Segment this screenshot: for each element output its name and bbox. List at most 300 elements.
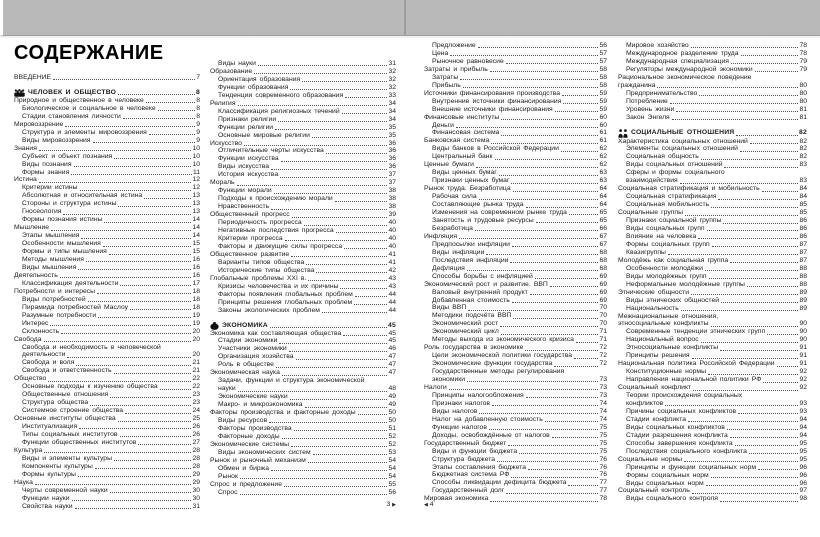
- dot-leader: [274, 193, 388, 194]
- toc-page-number: 12: [192, 176, 200, 184]
- toc-entry: [424, 495, 607, 503]
- toc-entry: [210, 84, 396, 92]
- toc-entry-label: Черты современной науки: [22, 486, 108, 494]
- toc-entry: [210, 361, 396, 369]
- toc-entry-label: Функции общественных институтов: [22, 438, 137, 446]
- toc-entry: [210, 60, 396, 68]
- dot-leader: [90, 405, 191, 406]
- toc-entry: [14, 320, 200, 328]
- toc-entry: [14, 200, 200, 208]
- toc-page-number: 75: [599, 439, 607, 447]
- toc-entry-label: Причины социальных конфликтов: [626, 407, 737, 415]
- toc-entry-label: Роль государства в экономике: [424, 344, 524, 352]
- dot-leader: [51, 230, 191, 231]
- toc-entry: [618, 58, 807, 66]
- toc-entry-label: Принципы решения глобальных проблем: [218, 298, 353, 306]
- toc-entry-label: Спрос: [218, 488, 238, 496]
- toc-entry-label: Религия: [210, 99, 236, 107]
- toc-entry: [424, 336, 607, 344]
- toc-entry-label: Участники экономики: [218, 345, 287, 353]
- toc-page-number: 9: [196, 128, 200, 136]
- dot-leader: [336, 232, 388, 233]
- toc-entry: [210, 219, 396, 227]
- dot-leader: [39, 182, 192, 183]
- dot-leader: [705, 270, 799, 271]
- toc-entry: [424, 42, 607, 50]
- toc-page-number: 47: [388, 353, 396, 361]
- dot-leader: [486, 254, 598, 255]
- toc-entry: [424, 265, 607, 273]
- toc-entry: [210, 401, 396, 409]
- toc-entry-label: Деньги: [432, 121, 454, 129]
- toc-page-number: 91: [799, 344, 807, 352]
- toc-entry-label: Предпринимательство: [626, 89, 698, 97]
- toc-entry-label: Принципы налогообложения: [432, 391, 524, 399]
- toc-entry: [14, 479, 200, 487]
- toc-entry-label: Субъект и объект познания: [22, 152, 113, 160]
- toc-entry-label: Социальный конфликт: [618, 384, 692, 392]
- toc-entry-label: Методы выхода из экономического кризиса: [432, 336, 574, 344]
- dot-leader: [292, 217, 388, 218]
- toc-entry: [618, 209, 807, 217]
- toc-entry: [14, 121, 200, 129]
- toc-page-number: 61: [599, 129, 607, 137]
- dot-leader: [74, 166, 192, 167]
- toc-entry-label: Особенности мышления: [22, 240, 101, 248]
- toc-entry: [14, 161, 200, 169]
- toc-entry-label: Биологическое и социальное в человеке: [22, 104, 156, 112]
- toc-page-number: 71: [599, 328, 607, 336]
- toc-entry-label: Методы мышления: [22, 256, 84, 264]
- toc-entry: [618, 98, 807, 106]
- toc-entry: [210, 275, 396, 283]
- dot-leader: [550, 286, 599, 287]
- toc-page-number: 15: [192, 240, 200, 248]
- dot-leader: [44, 452, 191, 453]
- toc-entry-label: Экономика как составляющая общества: [210, 329, 342, 337]
- toc-page-number: 84: [799, 193, 807, 201]
- dot-leader: [500, 326, 598, 327]
- toc-page-number: 73: [599, 383, 607, 391]
- toc-entry: [424, 312, 607, 320]
- toc-page-number: 35: [388, 131, 396, 139]
- toc-page-number: 40: [388, 234, 396, 242]
- toc-entry-label: Виды познания: [22, 160, 72, 168]
- toc-entry: [14, 423, 200, 431]
- toc-entry-label: Негативные последствия прогресса: [218, 227, 334, 235]
- toc-entry-label: Виды ВВП: [432, 304, 467, 312]
- toc-page-number: 8: [196, 96, 200, 104]
- toc-page-number: 23: [192, 391, 200, 399]
- dot-leader: [723, 223, 798, 224]
- toc-page-number: 28: [192, 462, 200, 470]
- toc-entry: [210, 433, 396, 441]
- toc-entry-label: Рыночное равновесие: [432, 57, 504, 65]
- toc-entry: [618, 384, 807, 392]
- dot-leader: [284, 486, 387, 487]
- dot-leader: [526, 397, 599, 398]
- toc-page-number: 30: [192, 494, 200, 502]
- dot-leader: [254, 73, 387, 74]
- toc-page-number: 60: [599, 113, 607, 121]
- toc-page-number: 93: [799, 399, 807, 407]
- dot-leader: [76, 365, 191, 366]
- toc-page-number: 67: [599, 240, 607, 248]
- toc-entry-label: Теории происхождения социальных: [626, 392, 743, 400]
- toc-entry-label: Налог на добавленную стоимость: [432, 415, 543, 423]
- toc-entry: [618, 480, 807, 488]
- toc-entry-label: Факторы и движущие силы прогресса: [218, 242, 343, 250]
- dot-leader: [475, 230, 599, 231]
- toc-entry: [424, 114, 607, 122]
- dot-leader: [552, 437, 599, 438]
- toc-page-number: 21: [192, 367, 200, 375]
- toc-page-number: 76: [599, 463, 607, 471]
- toc-entry: [14, 145, 200, 153]
- toc-page-number: 86: [799, 225, 807, 233]
- dot-leader: [110, 492, 192, 493]
- dot-leader: [668, 254, 798, 255]
- toc-entry: [424, 408, 607, 416]
- toc-entry: [14, 447, 200, 455]
- toc-entry-label: Искусство: [210, 139, 242, 147]
- toc-entry: [618, 50, 807, 58]
- toc-entry-label: Уровень жизни: [626, 105, 675, 113]
- toc-entry: [618, 185, 807, 193]
- dot-leader: [312, 137, 388, 138]
- toc-entry-label: Национальность: [626, 304, 679, 312]
- dot-leader: [712, 246, 799, 247]
- toc-entry: [210, 425, 396, 433]
- toc-entry-label: Институализация: [22, 423, 78, 431]
- toc-entry-label: Стадии экономики: [218, 337, 278, 345]
- page-number-value: 3: [386, 501, 391, 508]
- toc-page-number: 73: [599, 376, 607, 384]
- dot-leader: [718, 199, 798, 200]
- toc-entry-label: Наука: [14, 478, 33, 486]
- toc-entry-label: Особенности молодёжи: [626, 264, 703, 272]
- toc-entry-label: Экономический цикл: [432, 328, 499, 336]
- toc-page-number: 95: [799, 439, 807, 447]
- toc-page-number: 21: [192, 359, 200, 367]
- toc-entry: [14, 328, 200, 336]
- toc-entry-label: Виды социального контроля: [626, 495, 718, 503]
- toc-page-number: 30: [192, 486, 200, 494]
- toc-page-number: 87: [799, 256, 807, 264]
- toc-entry-label: Национальная политика Российской Федерации: [618, 360, 775, 368]
- toc-entry-label: Последствия социального конфликта: [626, 447, 747, 455]
- toc-entry: [424, 273, 607, 281]
- dot-leader: [574, 358, 598, 359]
- toc-page-number: 66: [599, 224, 607, 232]
- toc-entry: [14, 367, 200, 375]
- toc-entry-label: Формы и типы мышления: [22, 248, 107, 256]
- toc-page-number: 39: [388, 211, 396, 219]
- toc-entry: [424, 106, 607, 114]
- dot-leader: [118, 206, 191, 207]
- toc-entry-label: Подходы к происхождению морали: [218, 195, 333, 203]
- toc-page-number: 52: [388, 432, 396, 440]
- dot-leader: [290, 399, 388, 400]
- dot-leader: [79, 428, 191, 429]
- toc-page-number: 46: [388, 345, 396, 353]
- toc-entry: [424, 432, 607, 440]
- toc-entry: [424, 352, 607, 360]
- toc-entry-label: Законы экологических проблем: [218, 306, 320, 314]
- toc-entry-label: Принципы решения: [626, 352, 690, 360]
- toc-entry: [618, 472, 807, 480]
- toc-entry: [424, 225, 607, 233]
- toc-entry-label: Виды социальных групп: [626, 225, 705, 233]
- toc-page-number: 34: [388, 99, 396, 107]
- toc-entry-label: Виды этнических общностей: [626, 296, 720, 304]
- toc-entry: [424, 320, 607, 328]
- dot-leader: [491, 143, 598, 144]
- toc-entry: [14, 399, 200, 407]
- toc-entry: [210, 409, 396, 417]
- dot-leader: [569, 214, 599, 215]
- dot-leader: [282, 375, 388, 376]
- toc-entry: [210, 473, 396, 481]
- toc-entry: [14, 74, 200, 82]
- toc-entry: [210, 155, 396, 163]
- dot-leader: [63, 214, 191, 215]
- toc-entry: [618, 201, 807, 209]
- dot-leader: [672, 119, 799, 120]
- toc-entry: [424, 82, 607, 90]
- dot-leader: [308, 462, 388, 463]
- toc-entry: [14, 129, 200, 137]
- toc-page-number: 92: [799, 376, 807, 384]
- toc-entry-label: Молодёжь как социальная группа: [618, 256, 729, 264]
- toc-entry-label: деятельности: [22, 351, 66, 359]
- toc-page-number: 85: [799, 209, 807, 217]
- toc-entry: [424, 376, 607, 384]
- toc-page-number: 51: [388, 424, 396, 432]
- toc-entry: [618, 169, 807, 177]
- toc-page-number: 26: [192, 430, 200, 438]
- toc-page-number: 13: [192, 192, 200, 200]
- dot-leader: [495, 159, 599, 160]
- toc-entry: [618, 495, 807, 503]
- next-page-arrow-icon: ▶: [392, 501, 396, 508]
- toc-entry: [424, 424, 607, 432]
- toc-page-number: 18: [192, 295, 200, 303]
- toc-entry-label: Виды экономических систем: [218, 448, 311, 456]
- toc-entry: [424, 384, 607, 392]
- dot-leader: [657, 87, 798, 88]
- toc-entry-label: Классификация религиозных течений: [218, 107, 340, 115]
- toc-page-number: 89: [799, 304, 807, 312]
- dot-leader: [554, 366, 598, 367]
- toc-entry-label: Свобода и воля: [22, 359, 75, 367]
- dot-leader: [512, 246, 598, 247]
- toc-entry-label: Изменения на современном рынке труда: [432, 209, 567, 217]
- toc-entry-label: Ценные бумаги: [424, 161, 474, 169]
- toc-entry-label: Этнические общности: [618, 288, 690, 296]
- toc-page-number: 90: [799, 336, 807, 344]
- toc-entry-label: Банковская система: [424, 137, 490, 145]
- toc-entry-label: Потребление: [626, 97, 668, 105]
- dot-leader: [513, 191, 599, 192]
- dot-leader: [238, 391, 388, 392]
- toc-entry-label: Виды налогов: [432, 407, 478, 415]
- toc-page-number: 16: [192, 256, 200, 264]
- toc-entry: [14, 375, 200, 383]
- toc-entry-label: Виды искусства: [218, 163, 270, 171]
- dot-leader: [708, 374, 798, 375]
- toc-page-number: 9: [196, 136, 200, 144]
- dot-leader: [81, 238, 191, 239]
- toc-entry: [210, 345, 396, 353]
- dot-leader: [724, 167, 798, 168]
- toc-page-number: 33: [388, 91, 396, 99]
- dot-leader: [489, 429, 598, 430]
- toc-page-number: 8: [196, 112, 200, 120]
- toc-entry: [14, 176, 200, 184]
- toc-entry: [210, 291, 396, 299]
- toc-page-number: 36: [388, 139, 396, 147]
- dot-leader: [450, 55, 598, 56]
- toc-entry: [424, 487, 607, 495]
- toc-page-number: 83: [799, 161, 807, 169]
- toc-entry: [210, 385, 396, 393]
- toc-column-3: [424, 42, 607, 503]
- toc-page-number: 57: [599, 49, 607, 57]
- toc-entry: [424, 368, 607, 376]
- toc-entry: [14, 463, 200, 471]
- toc-entry-label: Основные подходы к изучению общества: [22, 383, 158, 391]
- toc-entry-label: Признаки социальной группы: [626, 217, 722, 225]
- page-number-value: 4: [429, 501, 434, 508]
- dot-leader: [456, 127, 598, 128]
- toc-entry: [210, 116, 396, 124]
- toc-entry: [618, 42, 807, 50]
- dot-leader: [269, 422, 387, 423]
- toc-page-number: 58: [599, 65, 607, 73]
- dot-leader: [302, 81, 387, 82]
- dot-leader: [98, 317, 191, 318]
- toc-page-number: 16: [192, 271, 200, 279]
- toc-entry: [424, 416, 607, 424]
- toc-entry-label: Ориентация образования: [218, 75, 301, 83]
- toc-entry-label: Виды и функции бюджета: [432, 447, 518, 455]
- toc-entry-label: Современные тенденции этнических групп: [626, 328, 766, 336]
- toc-page-number: 19: [192, 311, 200, 319]
- toc-page-number: 69: [599, 280, 607, 288]
- toc-entry: [14, 169, 200, 177]
- toc-entry-label: Основные мировые религии: [218, 131, 310, 139]
- toc-entry-label: ВВЕДЕНИЕ: [14, 74, 52, 81]
- toc-page-number: 36: [388, 163, 396, 171]
- toc-entry: [210, 147, 396, 155]
- dot-leader: [71, 174, 192, 175]
- toc-page-number: 56: [599, 42, 607, 49]
- toc-page-number: 90: [799, 328, 807, 336]
- toc-page-number: 17: [192, 279, 200, 287]
- dot-leader: [354, 304, 387, 305]
- toc-page-number: 81: [799, 113, 807, 121]
- toc-entry-label: Направления национальной политики РФ: [626, 376, 762, 384]
- toc-entry-label: Конституционные нормы: [626, 368, 706, 376]
- dot-leader: [237, 185, 388, 186]
- dot-leader: [343, 335, 387, 336]
- page-top-margin-band: [0, 0, 820, 36]
- toc-page-number: 91: [799, 360, 807, 368]
- dot-leader: [60, 277, 192, 278]
- toc-entry-label: Исторические типы общества: [218, 266, 315, 274]
- toc-entry: [424, 201, 607, 209]
- toc-entry-label: Основные институты общества: [14, 415, 116, 423]
- dot-leader: [709, 278, 799, 279]
- toc-entry: [618, 289, 807, 297]
- toc-page-number: 28: [192, 446, 200, 454]
- toc-entry-label: экономики: [432, 376, 466, 384]
- toc-page-number: 31: [388, 60, 396, 67]
- toc-entry: [424, 161, 607, 169]
- toc-page-number: 82: [799, 129, 807, 137]
- toc-entry-label: Роль в обществе: [218, 361, 274, 369]
- toc-entry-label: взаимодействия: [626, 177, 678, 185]
- dot-leader: [576, 342, 599, 343]
- toc-entry-label: Абсолютная и относительная истина: [22, 192, 143, 200]
- toc-entry: [210, 465, 396, 473]
- dot-leader: [114, 158, 191, 159]
- dot-leader: [61, 333, 191, 334]
- toc-entry-label: Этапы мышления: [22, 232, 80, 240]
- dot-leader: [271, 470, 387, 471]
- toc-entry-label: Квазигруппы: [626, 248, 666, 256]
- toc-entry-label: Источники финансирования производства: [424, 89, 561, 97]
- toc-entry: [618, 464, 807, 472]
- dot-leader: [313, 454, 388, 455]
- toc-entry-label: Национальный вопрос: [626, 336, 699, 344]
- toc-entry: [424, 137, 607, 145]
- toc-entry: [618, 249, 807, 257]
- page-title: СОДЕРЖАНИЕ: [14, 42, 164, 64]
- dot-leader: [123, 118, 195, 119]
- toc-page-number: 94: [799, 431, 807, 439]
- toc-entry-label: Функции религии: [218, 123, 274, 131]
- dot-leader: [511, 477, 598, 478]
- toc-entry-label: Рынок труда. Безработица: [424, 185, 511, 193]
- dot-leader: [125, 413, 191, 414]
- dot-leader: [130, 309, 191, 310]
- toc-entry: [210, 235, 396, 243]
- toc-page-number: 9: [196, 120, 200, 128]
- toc-entry-label: Способы борьбы с инфляцией: [432, 272, 533, 280]
- toc-page-number: 70: [599, 320, 607, 328]
- dot-leader: [735, 445, 799, 446]
- toc-page-number: 43: [388, 274, 396, 282]
- toc-page-number: 81: [799, 105, 807, 113]
- toc-entry-label: СОЦИАЛЬНЫЕ ОТНОШЕНИЯ: [631, 129, 735, 137]
- toc-entry: [424, 360, 607, 368]
- toc-page-number: 69: [599, 296, 607, 304]
- toc-page-number: 34: [388, 115, 396, 123]
- dot-leader: [535, 278, 599, 279]
- toc-entry-label: Составляющие рынка труда: [432, 201, 524, 209]
- toc-page-number: 20: [192, 335, 200, 343]
- toc-page-number: 58: [599, 81, 607, 89]
- toc-entry: [14, 192, 200, 200]
- dot-leader: [479, 413, 598, 414]
- toc-entry-label: Внешние источники финансирования: [432, 105, 553, 113]
- dot-leader: [144, 198, 191, 199]
- toc-entry-label: Государственный бюджет: [424, 439, 507, 447]
- toc-page-number: 80: [799, 81, 807, 89]
- toc-entry: [618, 297, 807, 305]
